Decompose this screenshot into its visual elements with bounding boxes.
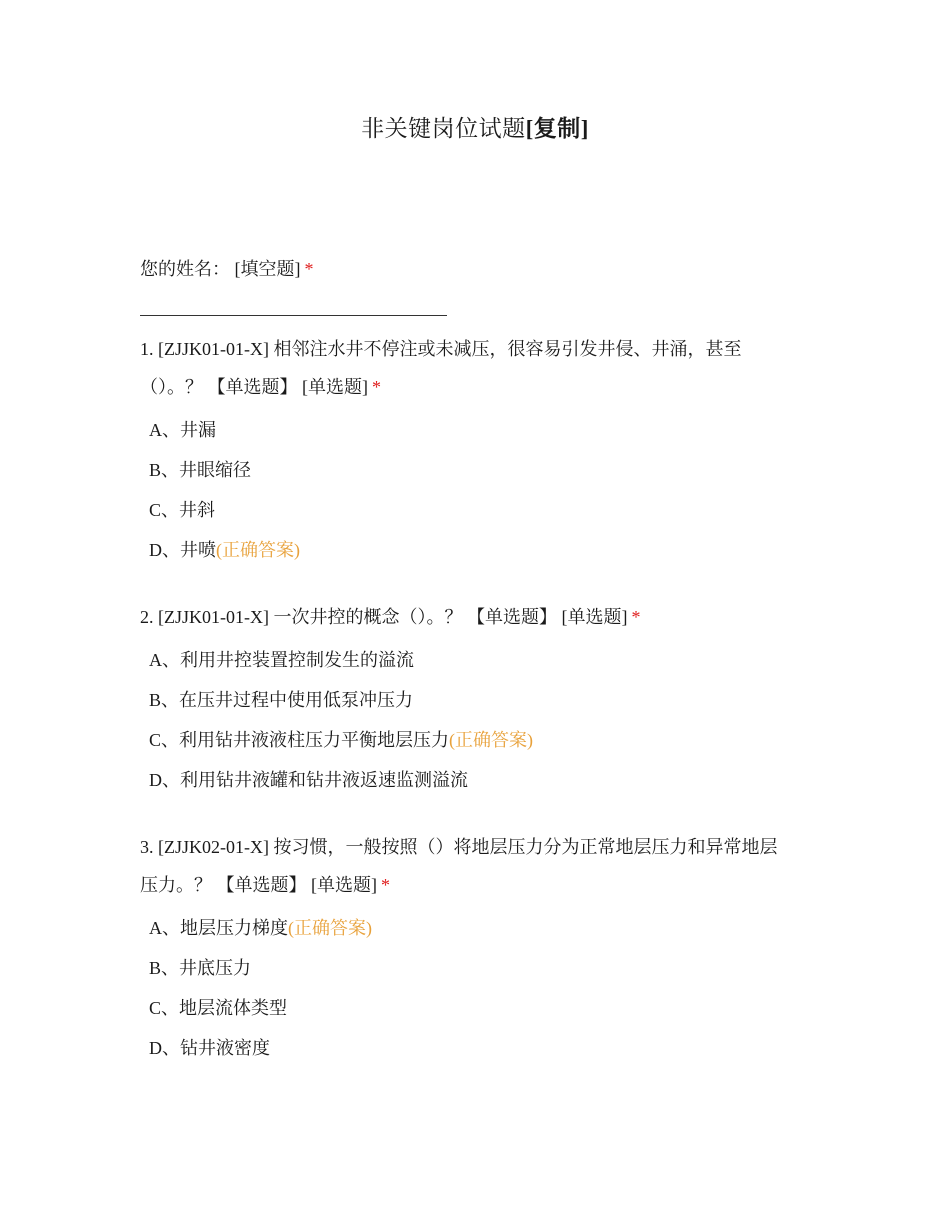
option[interactable] (140, 490, 820, 530)
option-label: D、利用钻井液罐和钻井液返速监测溢流 (149, 770, 468, 790)
required-mark: * (304, 259, 314, 279)
question-2-text-line1: 2. [ZJJK01-01-X] 一次井控的概念（）。？ 【单选题】 (140, 607, 557, 627)
page-title (0, 110, 950, 143)
title-suffix: [复制] (525, 116, 589, 141)
option[interactable] (140, 680, 820, 720)
option-label: A、地层压力梯度 (149, 918, 288, 938)
option-label: D、井喷 (149, 540, 216, 560)
question-1-text-cont (140, 368, 820, 406)
correct-answer-tag: (正确答案) (449, 730, 534, 750)
option-label: B、在压井过程中使用低泵冲压力 (149, 690, 414, 710)
question-1-type: [单选题] (302, 377, 368, 397)
option-label: A、利用井控装置控制发生的溢流 (149, 650, 414, 670)
question-2-text (140, 598, 820, 636)
name-question-type: [填空题] (234, 259, 301, 279)
question-3-text: 3. [ZJJK02-01-X] 按习惯，一般按照（）将地层压力分为正常地层压力和异常地层 (140, 837, 778, 857)
option-label: B、井眼缩径 (149, 460, 252, 480)
option-label: A、井漏 (149, 420, 216, 440)
option-label: D、钻井液密度 (149, 1038, 270, 1058)
question-1 (140, 330, 820, 570)
required-mark: * (372, 377, 381, 397)
name-question-label: 您的姓名： (140, 259, 230, 279)
option[interactable] (140, 908, 820, 948)
correct-answer-tag: (正确答案) (288, 918, 372, 938)
correct-answer-tag: (正确答案) (216, 540, 300, 560)
title-main: 非关键岗位试题 (361, 116, 526, 141)
question-3-text-cont (140, 866, 820, 904)
question-2-options (140, 640, 820, 800)
option-label: C、地层流体类型 (149, 998, 288, 1018)
option-label: B、井底压力 (149, 958, 252, 978)
option[interactable] (140, 948, 820, 988)
name-answer-line[interactable] (140, 315, 447, 316)
option[interactable] (140, 760, 820, 800)
question-1-text-line2: （）。？ 【单选题】 (140, 377, 298, 397)
option[interactable] (140, 530, 820, 570)
question-2-type: [单选题] (561, 607, 628, 627)
question-1-text: 1. [ZJJK01-01-X] 相邻注水井不停注或未减压，很容易引发井侵、井涌，甚至 (140, 339, 742, 359)
question-3 (140, 828, 820, 1068)
option[interactable] (140, 720, 820, 760)
option[interactable] (140, 410, 820, 450)
question-2 (140, 598, 820, 800)
question-3-type: [单选题] (311, 875, 377, 895)
option[interactable] (140, 1028, 820, 1068)
option[interactable] (140, 450, 820, 490)
option-label: C、井斜 (149, 500, 216, 520)
option-label: C、利用钻井液液柱压力平衡地层压力 (149, 730, 450, 750)
survey-content (140, 250, 820, 1096)
required-mark: * (381, 875, 390, 895)
question-1-options (140, 410, 820, 570)
question-3-text-line2: 压力。？ 【单选题】 (140, 875, 307, 895)
option[interactable] (140, 988, 820, 1028)
required-mark: * (631, 607, 641, 627)
question-3-options (140, 908, 820, 1068)
option[interactable] (140, 640, 820, 680)
name-question (140, 250, 820, 316)
name-question-line (140, 250, 820, 288)
